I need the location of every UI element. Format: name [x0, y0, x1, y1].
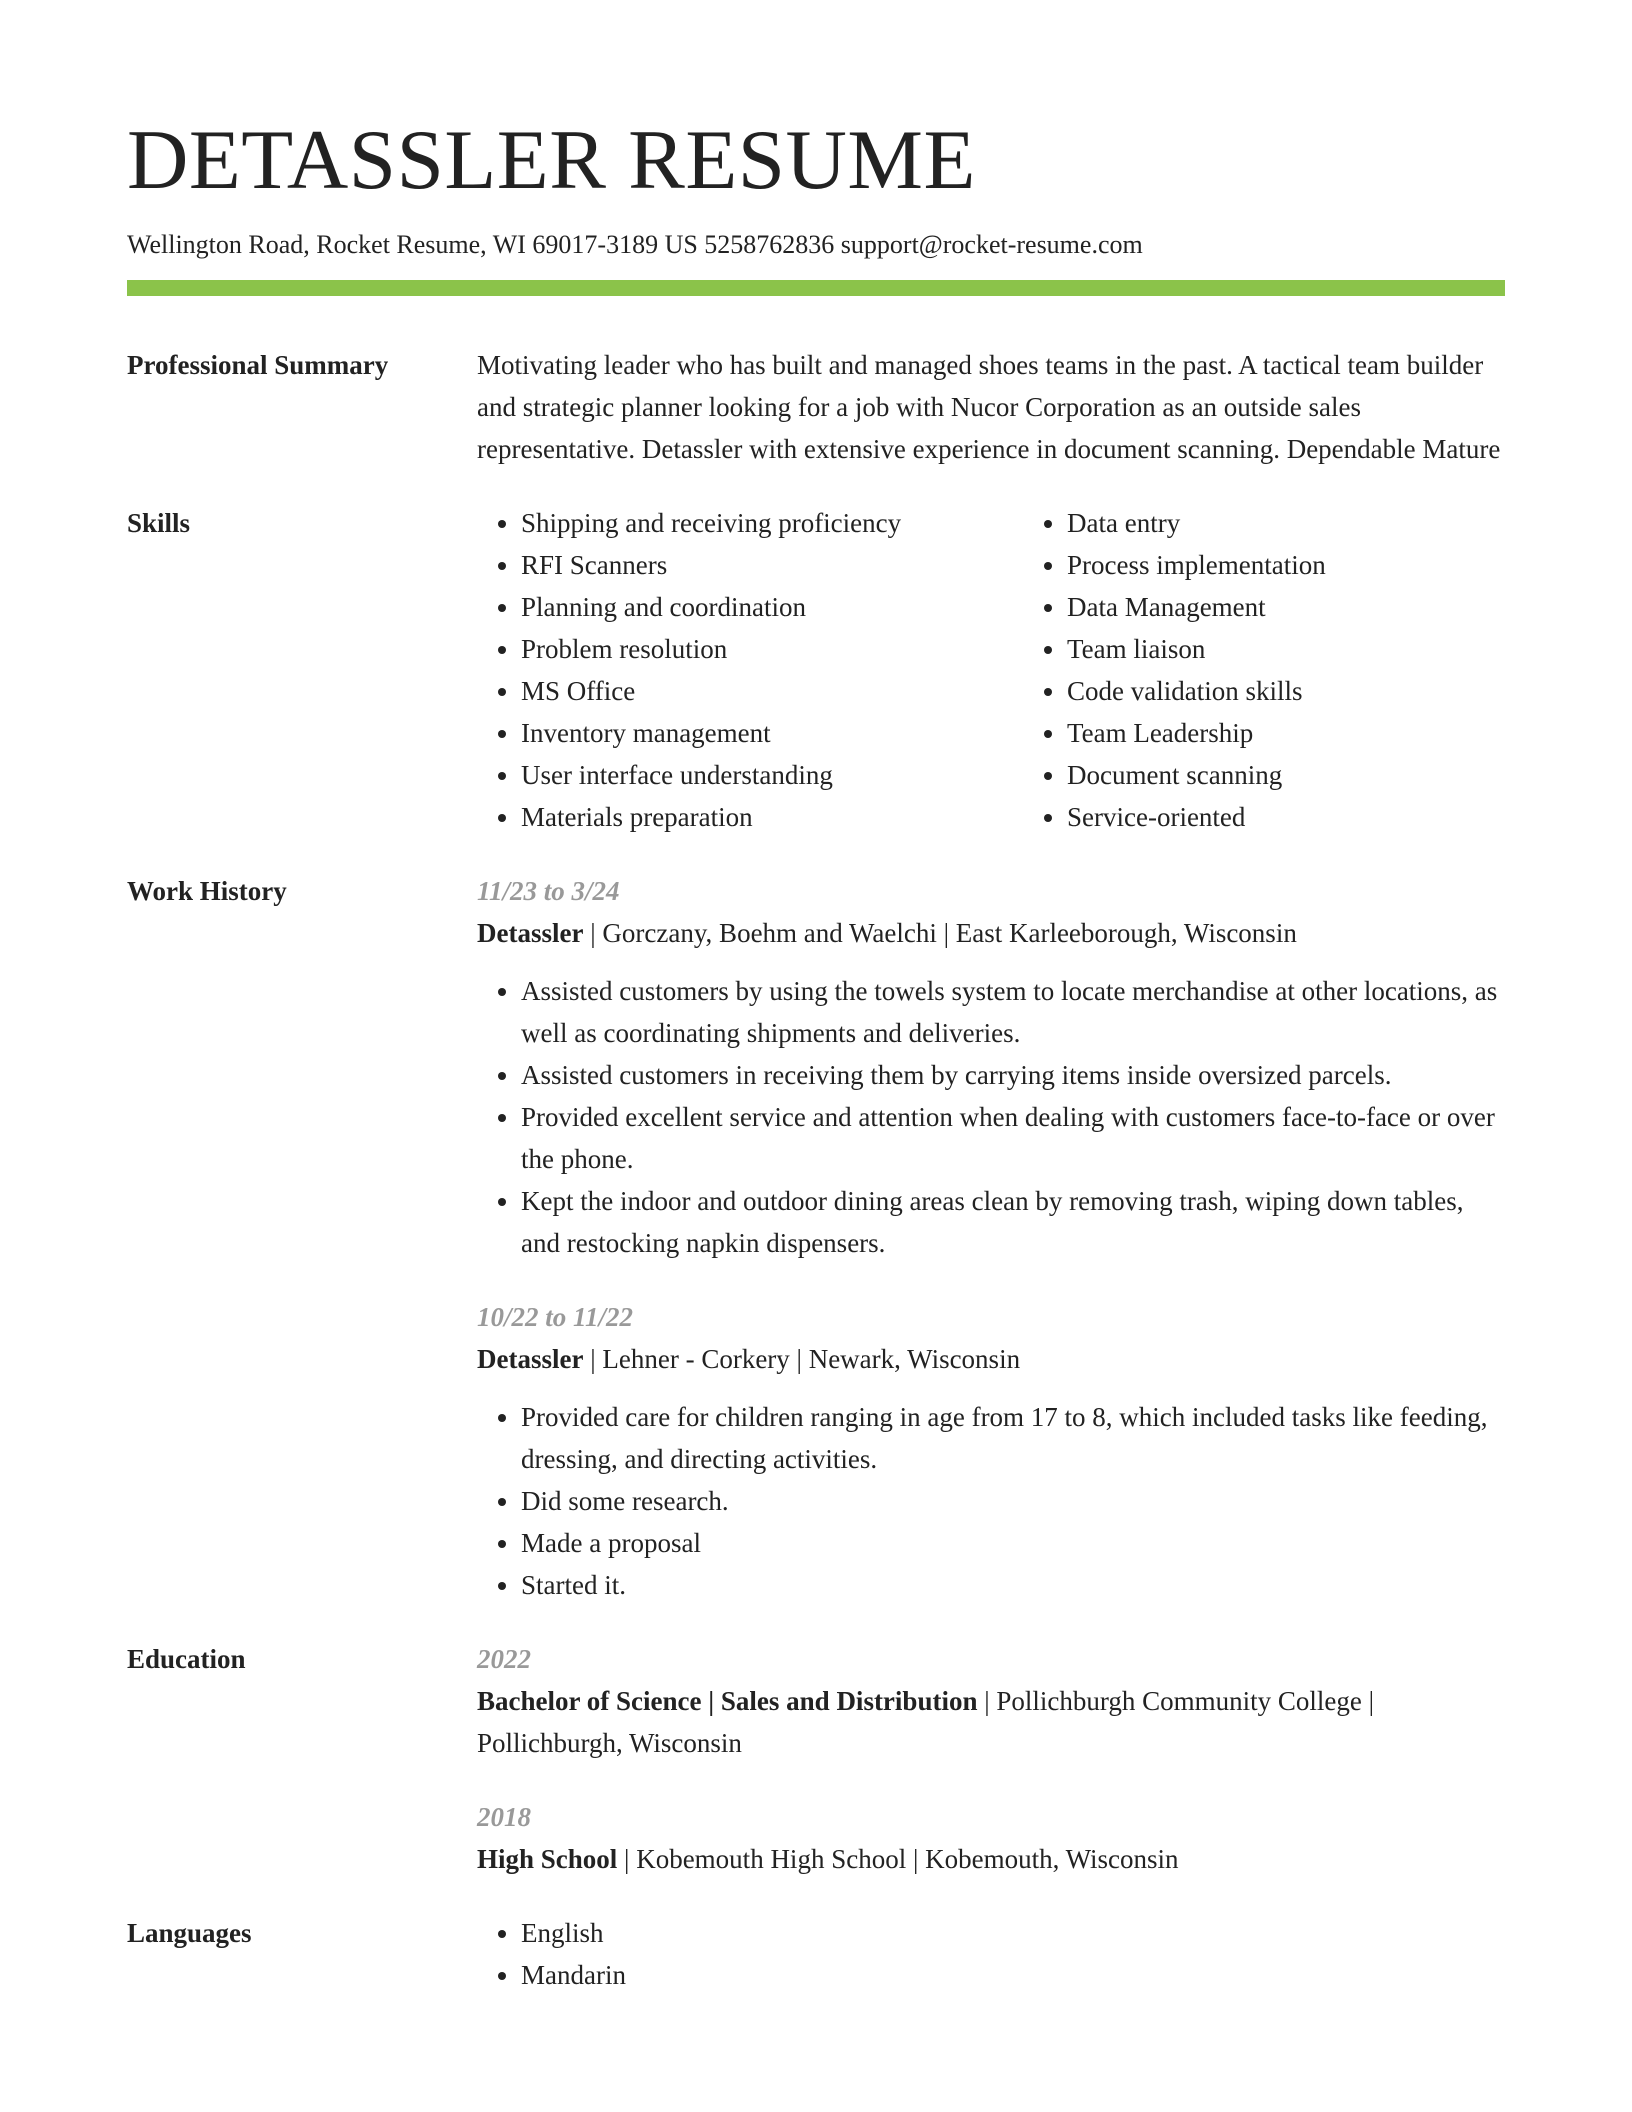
education-label: Education — [127, 1644, 246, 1675]
education-details: | Kobemouth High School | Kobemouth, Wisconsin — [617, 1844, 1179, 1875]
summary-text: Motivating leader who has built and managed shoes teams in the past. A tactical team builder and strategic planner looking for a job with Nucor Corporation as an outside sales representative. Detassler with extensive experience in document scanning. Dependable Mature — [477, 350, 1501, 465]
languages-list — [477, 1912, 1505, 1996]
job-bullets — [477, 1396, 1505, 1606]
summary-section — [127, 344, 1505, 470]
job-dates: 10/22 to 11/22 — [477, 1302, 634, 1333]
education-year: 2022 — [477, 1644, 531, 1675]
skills-column-1 — [477, 502, 1023, 838]
job-bullet: • Kept the indoor and outdoor dining areas clean by removing trash, wiping down tables, and restocking napkin dispensers. — [521, 1180, 1505, 1264]
skill-item: • MS Office — [521, 670, 1023, 712]
education-details: | Pollichburgh Community College | Pollichburgh, Wisconsin — [477, 1686, 1375, 1759]
job-heading — [477, 912, 1505, 954]
education-section — [127, 1638, 1505, 1880]
languages-label: Languages — [127, 1918, 252, 1949]
languages-items — [477, 1912, 1505, 1996]
languages-section — [127, 1912, 1505, 1996]
job-bullet: • Started it. — [521, 1564, 1505, 1606]
job-bullet: • Assisted customers in receiving them by carrying items inside oversized parcels. — [521, 1054, 1505, 1096]
education-degree: Bachelor of Science | Sales and Distribution — [477, 1686, 978, 1717]
job-bullet: • Did some research. — [521, 1480, 1505, 1522]
job-entry — [477, 870, 1505, 1264]
skill-item: • Materials preparation — [521, 796, 1023, 838]
accent-divider — [127, 280, 1505, 296]
job-title: Detassler — [477, 918, 584, 949]
job-entry — [477, 1296, 1505, 1606]
education-heading — [477, 1680, 1505, 1764]
skill-item: • Shipping and receiving proficiency — [521, 502, 1023, 544]
skill-item: • Team Leadership — [1067, 712, 1505, 754]
resume-title: DETASSLER RESUME — [127, 113, 976, 207]
education-entry — [477, 1796, 1505, 1880]
skill-item: • Process implementation — [1067, 544, 1505, 586]
skills-list — [477, 502, 1505, 838]
language-item: • Mandarin — [521, 1954, 1505, 1996]
job-bullet: • Provided care for children ranging in age from 17 to 8, which included tasks like feeding, dressing, and directing activities. — [521, 1396, 1505, 1480]
education-year: 2018 — [477, 1802, 531, 1833]
education-heading — [477, 1838, 1505, 1880]
job-dates: 11/23 to 3/24 — [477, 876, 620, 907]
work-section — [127, 870, 1505, 1606]
skill-item: • User interface understanding — [521, 754, 1023, 796]
education-entry — [477, 1638, 1505, 1764]
contact-line: Wellington Road, Rocket Resume, WI 69017-3189 US 5258762836 support@rocket-resume.com — [127, 230, 1143, 259]
skills-section — [127, 502, 1505, 838]
education-degree: High School — [477, 1844, 618, 1875]
skill-item: • Data entry — [1067, 502, 1505, 544]
skills-column-2 — [1023, 502, 1505, 838]
job-heading — [477, 1338, 1505, 1380]
job-title: Detassler — [477, 1344, 584, 1375]
skill-item: • Problem resolution — [521, 628, 1023, 670]
skill-item: • Inventory management — [521, 712, 1023, 754]
job-details: | Gorczany, Boehm and Waelchi | East Karleeborough, Wisconsin — [583, 918, 1297, 949]
skill-item: • RFI Scanners — [521, 544, 1023, 586]
skill-item: • Planning and coordination — [521, 586, 1023, 628]
job-bullets — [477, 970, 1505, 1264]
skill-item: • Document scanning — [1067, 754, 1505, 796]
skill-item: • Data Management — [1067, 586, 1505, 628]
job-bullet: • Provided excellent service and attention when dealing with customers face-to-face or over the phone. — [521, 1096, 1505, 1180]
language-item: • English — [521, 1912, 1505, 1954]
skill-item: • Team liaison — [1067, 628, 1505, 670]
summary-label: Professional Summary — [127, 350, 389, 381]
skill-item: • Code validation skills — [1067, 670, 1505, 712]
skill-item: • Service-oriented — [1067, 796, 1505, 838]
education-entries — [477, 1638, 1505, 1880]
work-entries — [477, 870, 1505, 1606]
skills-label: Skills — [127, 508, 191, 539]
job-bullet: • Made a proposal — [521, 1522, 1505, 1564]
work-label: Work History — [127, 876, 287, 907]
job-bullet: • Assisted customers by using the towels system to locate merchandise at other locations, as well as coordinating shipments and deliveries. — [521, 970, 1505, 1054]
job-details: | Lehner - Corkery | Newark, Wisconsin — [583, 1344, 1021, 1375]
